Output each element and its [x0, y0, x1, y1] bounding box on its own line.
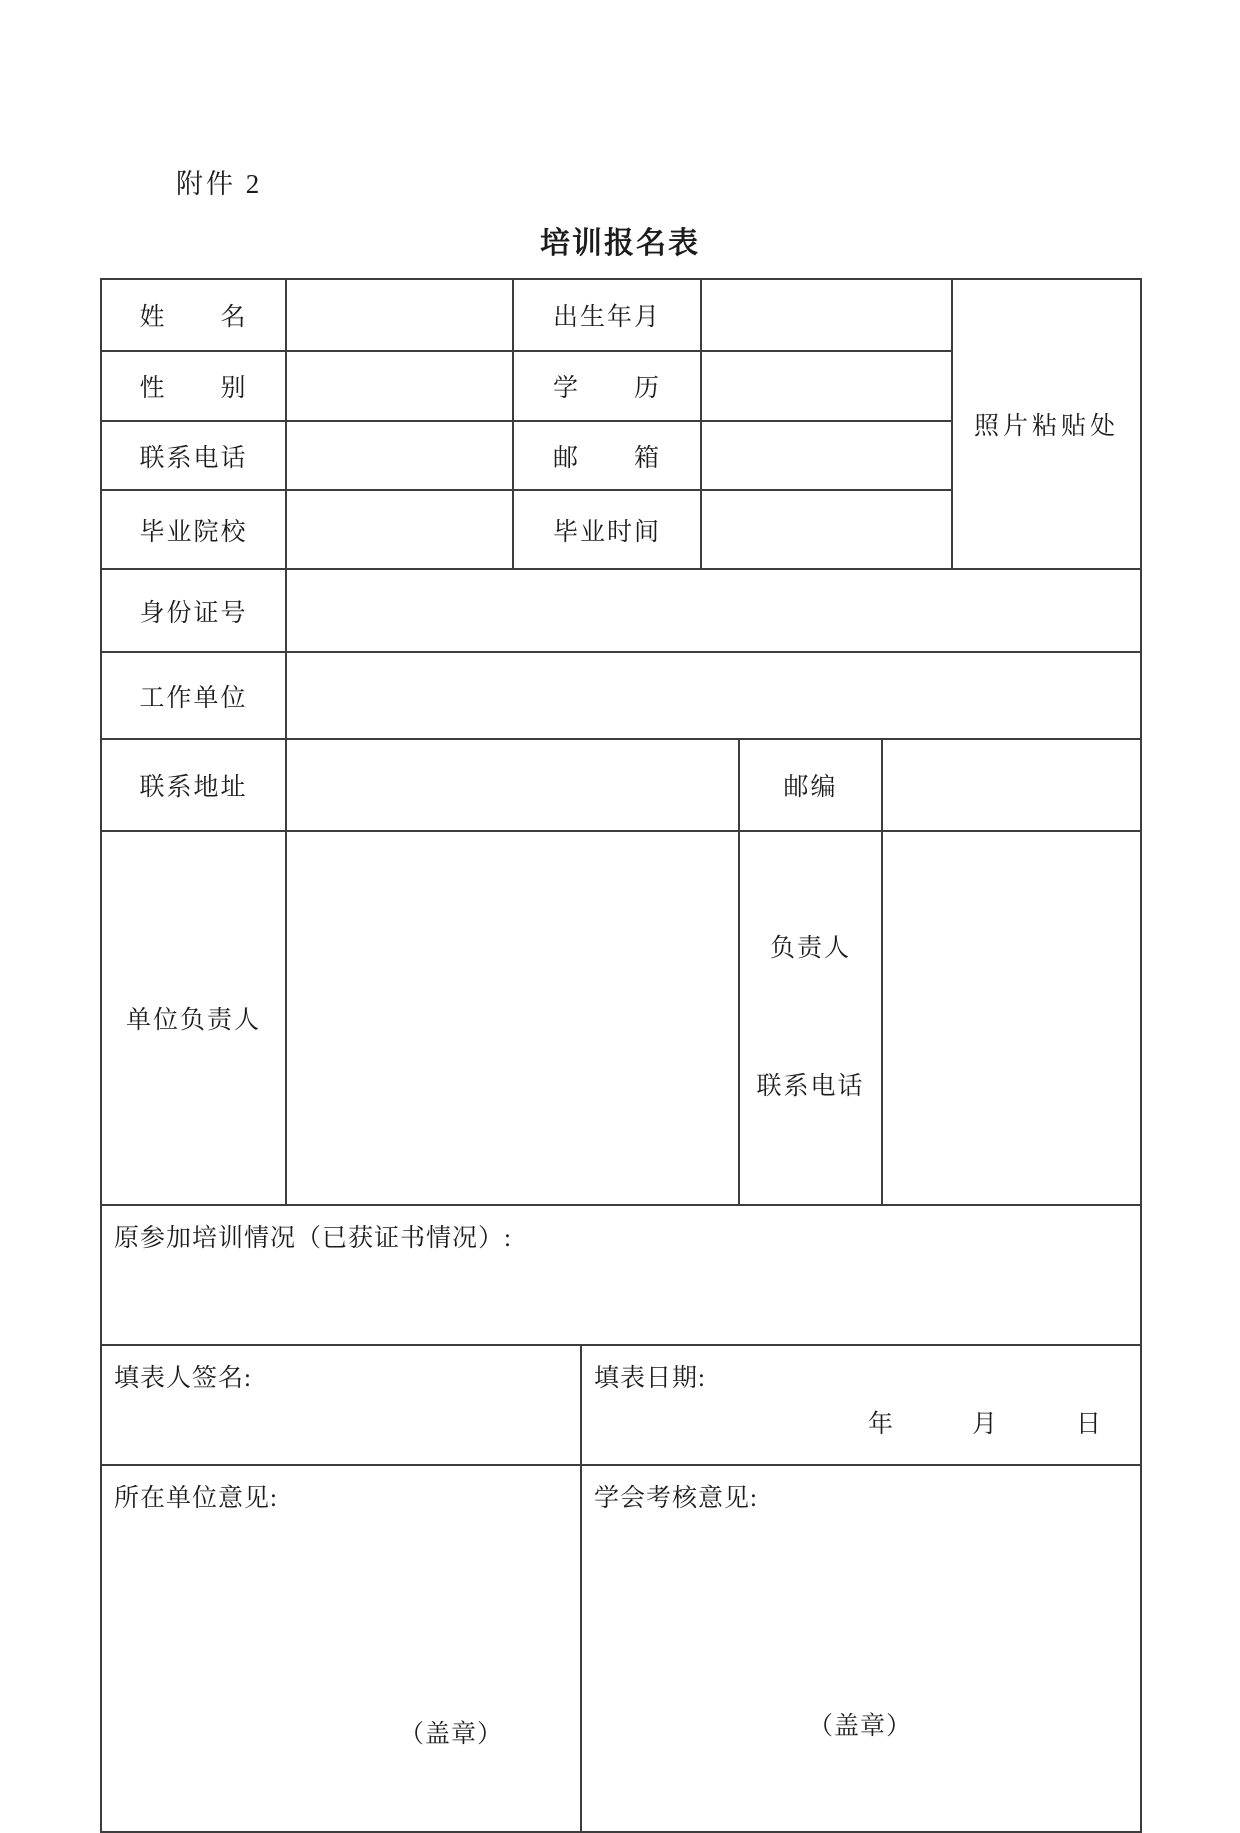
postcode-label: 邮编: [739, 739, 882, 831]
table-row: [101, 1345, 1141, 1465]
gender-label: 性 别: [101, 351, 286, 421]
birth-date-label: 出生年月: [513, 279, 701, 351]
work-unit-label: 工作单位: [101, 652, 286, 739]
birth-date-value-cell: [701, 279, 952, 351]
id-number-value-cell: [286, 569, 1141, 652]
society-opinion-label: 学会考核意见:: [594, 1485, 758, 1512]
work-unit-value-cell: [286, 652, 1141, 739]
unit-head-label: 单位负责人: [101, 831, 286, 1205]
id-number-label: 身份证号: [101, 569, 286, 652]
head-phone-value-cell: [882, 831, 1141, 1205]
table-row: [101, 652, 1141, 739]
society-stamp-label: （盖章）: [808, 1713, 913, 1740]
graduation-time-label: 毕业时间: [513, 490, 701, 569]
table-row: [101, 1465, 1141, 1832]
unit-opinion-label: 所在单位意见:: [114, 1485, 278, 1512]
contact-phone-label: 联系电话: [101, 421, 286, 490]
email-value-cell: [701, 421, 952, 490]
name-label: 姓 名: [101, 279, 286, 351]
name-value-cell: [286, 279, 513, 351]
head-phone-label: [739, 831, 882, 1205]
graduation-time-value-cell: [701, 490, 952, 569]
fill-date-label: 填表日期:: [594, 1365, 706, 1392]
head-phone-label-line2: 联系电话: [756, 1073, 865, 1101]
education-label: 学 历: [513, 351, 701, 421]
table-row: [101, 569, 1141, 652]
unit-head-value-cell: [286, 831, 739, 1205]
education-value-cell: [701, 351, 952, 421]
postcode-value-cell: [882, 739, 1141, 831]
contact-address-value-cell: [286, 739, 739, 831]
table-row: [101, 279, 1141, 351]
page-title: 培训报名表: [540, 227, 700, 260]
graduation-school-value-cell: [286, 490, 513, 569]
table-row: [101, 1205, 1141, 1345]
unit-opinion-cell: [101, 1465, 581, 1832]
gender-value-cell: [286, 351, 513, 421]
photo-paste-area: 照片粘贴处: [952, 279, 1141, 569]
email-label: 邮 箱: [513, 421, 701, 490]
registration-form-table: [100, 278, 1142, 1833]
attachment-label: 附件 2: [176, 169, 263, 199]
unit-stamp-label: （盖章）: [399, 1721, 504, 1748]
signature-label: 填表人签名:: [114, 1365, 252, 1392]
contact-address-label: 联系地址: [101, 739, 286, 831]
training-history-cell: [101, 1205, 1141, 1345]
fill-date-ymd-line: 年 月 日: [868, 1411, 1103, 1438]
society-opinion-cell: [581, 1465, 1141, 1832]
graduation-school-label: 毕业院校: [101, 490, 286, 569]
contact-phone-value-cell: [286, 421, 513, 490]
table-row: [101, 831, 1141, 1205]
fill-date-cell: [581, 1345, 1141, 1465]
table-row: [101, 739, 1141, 831]
signature-cell: [101, 1345, 581, 1465]
head-phone-label-line1: 负责人: [770, 934, 852, 962]
training-history-label: 原参加培训情况（已获证书情况）:: [114, 1225, 512, 1252]
